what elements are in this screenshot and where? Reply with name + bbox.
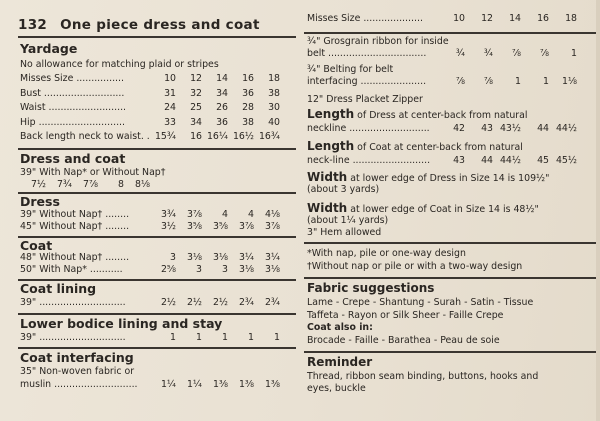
yardage-row-value: 38 [268, 87, 280, 99]
yardage-row [20, 88, 280, 100]
yardage-row-label: Misses Size ................ [20, 73, 124, 84]
fabric-list-3: Brocade - Faille - Barathea - Peau de soie [307, 335, 500, 346]
belting-value: 1 [515, 76, 521, 87]
divider [18, 36, 296, 38]
coat-lining-row-value: 2¾ [264, 297, 280, 308]
divider [18, 148, 296, 150]
coat-lining-row-value: 2¾ [238, 297, 254, 308]
coat-interfacing-row-value: 1⅜ [264, 379, 280, 390]
coat-row-value: 3 [170, 252, 176, 263]
grosgrain-value: ⅞ [511, 48, 521, 59]
yardage-row-label: Waist .......................... [20, 102, 127, 113]
grosgrain-value: 1 [571, 48, 577, 59]
yardage-row-value: 16 [242, 73, 254, 84]
yardage-row-value: 16½ [232, 131, 254, 142]
coat-row-value: 3¼ [238, 252, 254, 263]
dress-and-coat-row-value: 7¾ [56, 179, 72, 190]
length-dress [307, 123, 577, 135]
yardage-row [20, 102, 280, 114]
fabric-list-1: Lame - Crepe - Shantung - Surah - Satin - Tissue [307, 297, 534, 308]
coat-interfacing-row-value: 1¼ [186, 379, 202, 390]
belting-value: ⅞ [483, 76, 493, 87]
length-dress-value: 42 [453, 123, 465, 134]
length-coat-value: 44 [481, 155, 493, 166]
grosgrain-label: belt ................................. [307, 48, 427, 59]
width-dress-text: at lower edge of Dress in Size 14 is 109½" [347, 173, 550, 184]
width-coat-note: (about 1¼ yards) [307, 215, 389, 226]
divider [304, 32, 596, 34]
length-coat-value: 45½ [555, 155, 577, 166]
belting-label: ¾" Belting for belt [307, 64, 394, 75]
yardage-note: No allowance for matching plaid or stripes [20, 59, 219, 70]
yardage-row-value: 36 [216, 116, 228, 128]
yardage-row-label: Hip ............................. [20, 116, 126, 128]
yardage-row-value: 25 [190, 102, 202, 113]
yardage-row-value: 14 [216, 73, 228, 84]
misses-size [307, 13, 577, 25]
reminder-line-2: eyes, buckle [307, 383, 366, 394]
yardage-row [20, 117, 280, 129]
nap-note: *With nap, pile or one-way design [307, 248, 466, 259]
misses-size-value: 14 [509, 13, 521, 24]
dress-and-coat-row-value: 8⅛ [134, 179, 150, 190]
yardage-heading: Yardage [20, 41, 78, 56]
misses-size-value: 10 [453, 13, 465, 24]
lower-bodice-row-value: 1 [170, 332, 176, 343]
divider [18, 236, 296, 238]
coat-interfacing-line: 35" Non-woven fabric or [20, 366, 135, 377]
yardage-row-value: 34 [216, 87, 228, 99]
yardage-row-label: Back length neck to waist. . [20, 131, 150, 142]
coat-interfacing-row [20, 379, 280, 391]
misses-size-value: 16 [537, 13, 549, 24]
yardage-row-value: 28 [242, 102, 254, 113]
yardage-row-value: 31 [164, 87, 176, 99]
lower-bodice-row [20, 332, 280, 344]
width-dress-heading: Width [307, 170, 348, 184]
pattern-number: 132 [18, 17, 48, 33]
yardage-row-value: 33 [164, 116, 176, 128]
coat-row-value: 3⅛ [212, 252, 228, 263]
coat-row [20, 264, 280, 276]
length-dress-value: 43½ [499, 123, 521, 134]
lower-bodice-row-value: 1 [196, 332, 202, 343]
divider [304, 351, 596, 353]
coat-interfacing-row-value: 1⅜ [238, 379, 254, 390]
dress-and-coat-row [20, 179, 150, 191]
yardage-row-label: Bust ........................... [20, 87, 125, 99]
length-coat-value: 45 [537, 155, 549, 166]
dress-row-label: 39" Without Nap† ........ [20, 209, 130, 220]
dress-row [20, 221, 280, 233]
dress-row-value: 4 [222, 209, 228, 220]
coat-row-value: 3⅛ [264, 264, 280, 275]
yardage-row-value: 30 [268, 102, 280, 113]
coat-lining-row [20, 297, 280, 309]
grosgrain-value: ¾ [483, 48, 493, 59]
coat-row-value: 3 [222, 264, 228, 275]
coat-lining-heading: Coat lining [20, 281, 97, 296]
hem-allowance: 3" Hem allowed [307, 227, 382, 238]
lower-bodice-heading: Lower bodice lining and stay [20, 316, 223, 331]
grosgrain [307, 48, 577, 60]
lower-bodice-row-value: 1 [222, 332, 228, 343]
dress-and-coat-row-value: 8 [118, 179, 124, 190]
length-coat-value: 43 [453, 155, 465, 166]
coat-interfacing-row-value: 1¼ [160, 379, 176, 390]
lower-bodice-row-value: 1 [248, 332, 254, 343]
width-coat-heading: Width [307, 201, 348, 215]
misses-size-value: 12 [481, 13, 493, 24]
length-coat-label: neck-line .......................... [307, 155, 431, 166]
yardage-row [20, 131, 280, 143]
yardage-row-value: 10 [164, 73, 176, 84]
dress-row-value: 3½ [160, 221, 176, 232]
grosgrain-label: ¾" Grosgrain ribbon for inside [307, 36, 449, 47]
width-coat [307, 202, 539, 216]
dress-row-value: 3⅞ [264, 221, 280, 232]
belting [307, 76, 577, 88]
length-dress-value: 43 [481, 123, 493, 134]
divider [18, 313, 296, 315]
divider [304, 277, 596, 279]
yardage-row-value: 15¾ [154, 131, 176, 142]
width-coat-text: at lower edge of Coat in Size 14 is 48½" [347, 204, 539, 215]
belting-value: ⅞ [455, 76, 465, 87]
coat-interfacing-row-label: muslin ............................ [20, 379, 138, 390]
pattern-header [18, 17, 260, 33]
coat-interfacing-heading: Coat interfacing [20, 350, 134, 365]
coat-row-value: 2⅝ [160, 264, 176, 275]
coat-row [20, 252, 280, 264]
belting-value: 1 [543, 76, 549, 87]
dress-row-value: 3⅞ [238, 221, 254, 232]
yardage-row-value: 32 [190, 87, 202, 99]
length-dress-value: 44½ [555, 123, 577, 134]
length-dress-value: 44 [537, 123, 549, 134]
coat-heading: Coat [20, 238, 53, 253]
length-coat-value: 44½ [499, 155, 521, 166]
dress-row-value: 3⅝ [212, 221, 228, 232]
yardage-row-value: 26 [216, 102, 228, 113]
yardage-row-value: 16¾ [258, 131, 280, 142]
dress-heading: Dress [20, 194, 60, 209]
yardage-row-value: 18 [268, 73, 280, 84]
dress-row-value: 3¾ [160, 209, 176, 220]
coat-lining-row-value: 2½ [160, 297, 176, 308]
grosgrain-value: ⅞ [539, 48, 549, 59]
coat-row-value: 3⅛ [238, 264, 254, 275]
width-dress-note: (about 3 yards) [307, 184, 380, 195]
yardage-row-value: 24 [164, 102, 176, 113]
divider [18, 347, 296, 349]
belting-value: 1⅛ [561, 76, 577, 87]
fabric-suggestions-heading: Fabric suggestions [307, 281, 435, 295]
misses-size-label: Misses Size .................... [307, 13, 423, 24]
length-coat-text: of Coat at center-back from natural [354, 142, 523, 153]
coat-row-value: 3⅛ [186, 252, 202, 263]
yardage-row-value: 16¼ [206, 131, 228, 142]
dress-and-coat-row-value: 7⅞ [82, 179, 98, 190]
coat-row-label: 50" With Nap* ........... [20, 264, 123, 275]
without-nap-note: †Without nap or pile or with a two-way design [307, 261, 523, 272]
lower-bodice-row-value: 1 [274, 332, 280, 343]
yardage-row [20, 73, 280, 85]
yardage-row-value: 34 [190, 116, 202, 128]
reminder-line-1: Thread, ribbon seam binding, buttons, hooks and [307, 371, 539, 382]
dress-and-coat-row-value: 7½ [30, 179, 46, 190]
zipper-notion: 12" Dress Placket Zipper [307, 94, 423, 105]
dress-row-value: 4 [248, 209, 254, 220]
dress-row [20, 209, 280, 221]
length-coat [307, 140, 523, 154]
coat-lining-row-value: 2½ [186, 297, 202, 308]
yardage-row-value: 36 [242, 87, 254, 99]
coat-lining-row-label: 39" ............................. [20, 297, 126, 308]
coat-lining-row-value: 2½ [212, 297, 228, 308]
coat-row-value: 3 [196, 264, 202, 275]
dress-row-value: 4⅛ [264, 209, 280, 220]
dress-row-label: 45" Without Nap† ........ [20, 221, 130, 232]
coat-row-value: 3¼ [264, 252, 280, 263]
divider [304, 242, 596, 244]
yardage-row-value: 38 [242, 116, 254, 128]
dress-row-value: 3⅞ [186, 209, 202, 220]
pattern-title: One piece dress and coat [60, 17, 260, 33]
belting-label: interfacing ...................... [307, 76, 427, 87]
length-dress-heading: Length [307, 107, 355, 121]
length-coat [307, 155, 577, 167]
length-dress-label: neckline ........................... [307, 123, 430, 134]
page-edge [596, 0, 600, 421]
length-dress [307, 108, 528, 122]
yardage-row-value: 16 [190, 131, 202, 142]
dress-row-value: 3⅝ [186, 221, 202, 232]
grosgrain-value: ¾ [455, 48, 465, 59]
length-dress-text: of Dress at center-back from natural [354, 110, 528, 121]
dress-and-coat-heading: Dress and coat [20, 151, 126, 166]
coat-interfacing-row-value: 1⅜ [212, 379, 228, 390]
length-coat-heading: Length [307, 139, 355, 153]
yardage-row-value: 40 [268, 116, 280, 128]
coat-row-label: 48" Without Nap† ........ [20, 252, 130, 263]
coat-also-in: Coat also in: [307, 322, 373, 333]
dress-and-coat-fabric: 39" With Nap* or Without Nap† [20, 167, 166, 178]
lower-bodice-row-label: 39" ............................. [20, 332, 126, 343]
yardage-row-value: 12 [190, 73, 202, 84]
reminder-heading: Reminder [307, 355, 373, 369]
width-dress [307, 171, 549, 185]
fabric-list-2: Taffeta - Rayon or Silk Sheer - Faille Crepe [307, 310, 504, 321]
misses-size-value: 18 [565, 13, 577, 24]
